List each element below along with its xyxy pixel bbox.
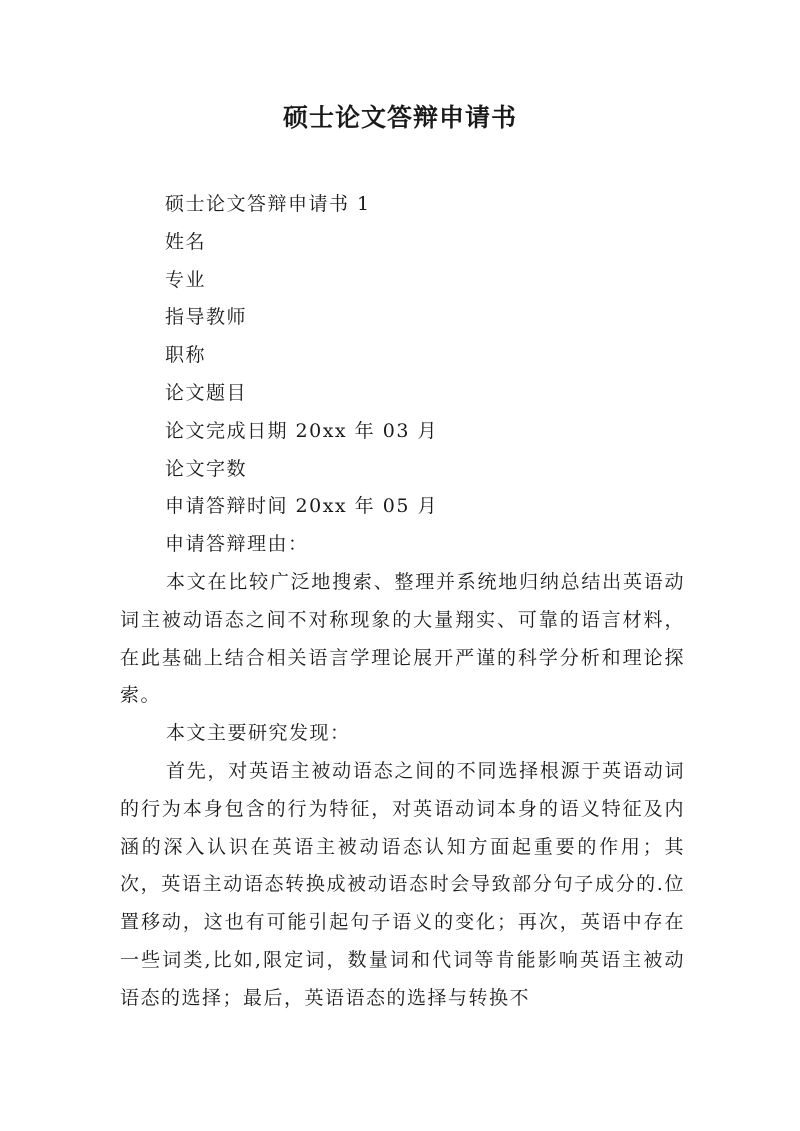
field-word-count: 论文字数 <box>165 457 248 480</box>
field-title-rank: 职称 <box>165 344 207 367</box>
field-major: 专业 <box>165 268 207 291</box>
field-thesis-topic: 论文题目 <box>165 381 248 404</box>
paragraph-findings: 首先，对英语主被动语态之间的不同选择根源于英语动词的行为本身包含的行为特征，对英语动词本身的语义特征及内涵的深入认识在英语主被动语态认知方面起重要的作用；其次，英语主动语态转换成被动语态时会导致部分句子成分的.位置移动，这也有可能引起句子语义的变化；再次，英语中存在一些词类,比如,限定词，数量词和代词等肯能影响英语主被动语态的选择；最后，英语语态的选择与转换不 <box>120 759 685 1009</box>
field-defense-time: 申请答辩时间 20xx 年 05 月 <box>165 495 438 518</box>
field-completion-date: 论文完成日期 20xx 年 03 月 <box>165 419 438 442</box>
paragraph-findings-heading: 本文主要研究发现： <box>166 722 351 745</box>
body-text <box>120 564 685 1018</box>
paragraph-summary: 本文在比较广泛地搜索、整理并系统地归纳总结出英语动词主被动语态之间不对称现象的大量翔实、可靠的语言材料，在此基础上结合相关语言学理论展开严谨的科学分析和理论探索。 <box>120 571 685 707</box>
application-fields <box>165 186 725 564</box>
field-reasons-label: 申请答辩理由： <box>165 533 309 556</box>
document-title: 硕士论文答辩申请书 <box>282 103 517 132</box>
field-advisor: 指导教师 <box>165 306 248 329</box>
field-heading: 硕士论文答辩申请书 1 <box>165 193 371 215</box>
field-name: 姓名 <box>165 230 207 253</box>
